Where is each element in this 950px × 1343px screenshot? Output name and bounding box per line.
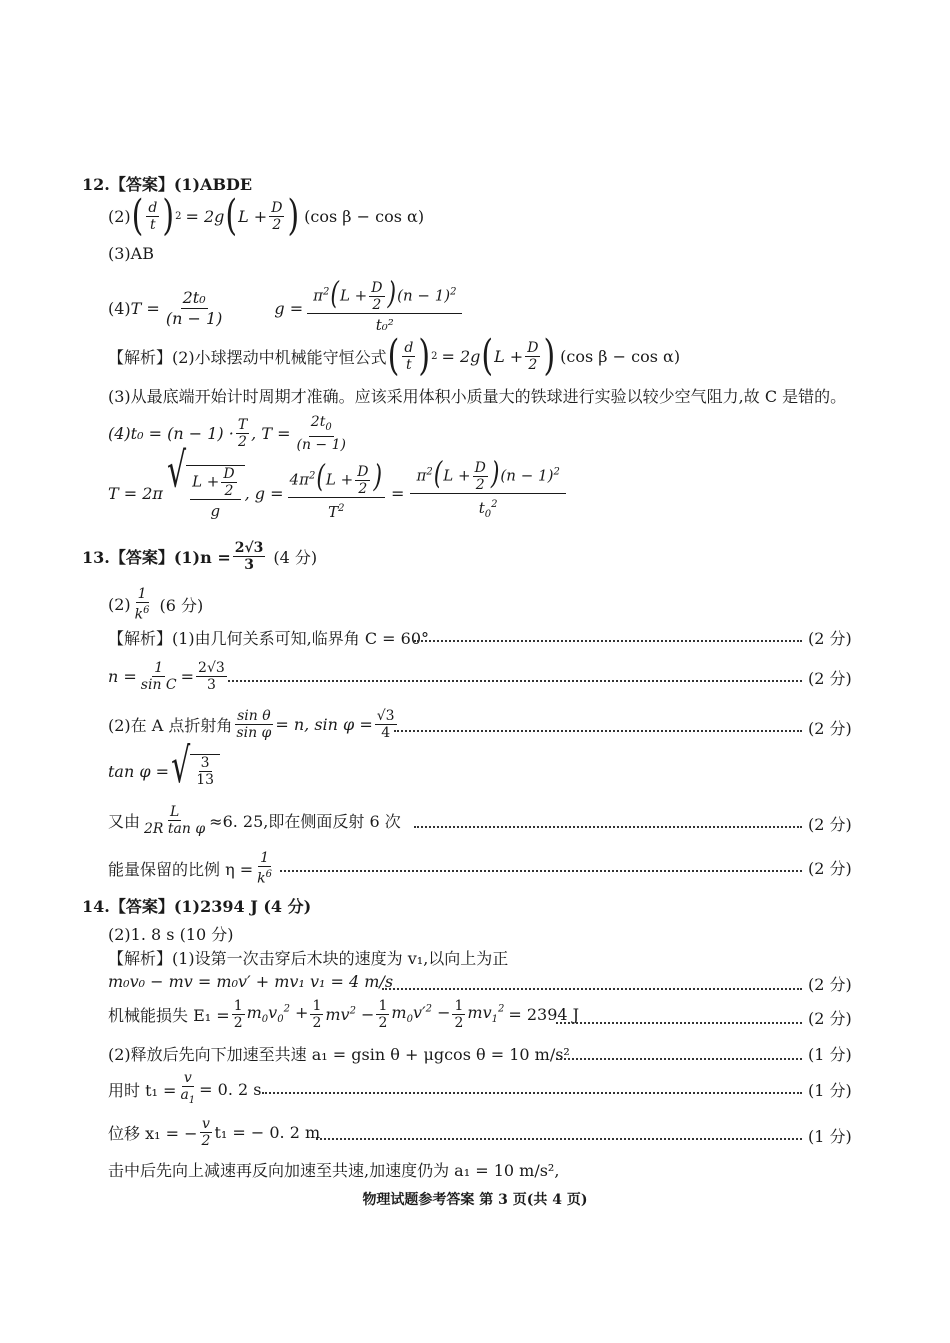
q12-analysis-4b: T = 2π √ L + $\frac{D}{2}$ g , g = $4\pi^2(L$ + $\frac{D}{2}$ ) $T^2$ = $\pi^2(L$ + $\frac{D}{2}$ )$(n - 1)^2$ $t_0^2$ bbox=[108, 460, 568, 526]
leader-dots bbox=[556, 1022, 802, 1024]
q12-heading: 12.【答案】(1)ABDE bbox=[82, 175, 253, 194]
leader-dots bbox=[382, 988, 802, 990]
score: (2 分) bbox=[808, 719, 852, 738]
leader-dots bbox=[556, 1058, 802, 1060]
part-label: (2) bbox=[108, 207, 131, 226]
score: (1 分) bbox=[808, 1127, 852, 1146]
leader-dots bbox=[280, 870, 802, 872]
q14-analysis-2: m₀v₀ − mv = m₀v′ + mv₁ v₁ = 4 m/s bbox=[108, 972, 394, 991]
leader-dots bbox=[262, 1092, 802, 1094]
score: (2 分) bbox=[808, 975, 852, 994]
q13-analysis-4: tan φ = √ $\frac{3}{13}$ bbox=[108, 754, 220, 788]
q14-analysis-6: 位移 x₁ = − $\frac{v}{2}$ t₁ = − 0. 2 m bbox=[108, 1116, 321, 1149]
q12-analysis-4a: (4)t₀ = (n − 1) · $\frac{T}{2}$ , T = $\frac{2t_0}{(n - 1)}$ bbox=[108, 414, 346, 453]
score: (2 分) bbox=[808, 629, 852, 648]
q13-part2: (2) $\frac{1}{k^6}$ (6 分) bbox=[108, 586, 204, 623]
q13-analysis-2: n = $\frac{1}{\text{sin C}}$ = $\frac{2√3}{3}$ bbox=[108, 660, 225, 693]
leader-dots bbox=[414, 640, 802, 642]
score: (2 分) bbox=[808, 815, 852, 834]
q13-analysis-6: 能量保留的比例 η = $\frac{1}{k^6}$ bbox=[108, 850, 273, 887]
q13-analysis-1: 【解析】(1)由几何关系可知,临界角 C = 60° bbox=[108, 629, 430, 648]
q14-heading: 14.【答案】(1)2394 J (4 分) bbox=[82, 897, 312, 916]
q14-part2: (2)1. 8 s (10 分) bbox=[108, 925, 234, 944]
score: (2 分) bbox=[808, 859, 852, 878]
q12-part2-formula: (2) ( $\frac{d}{t}$ ) 2 = 2g ( L + $\frac{D}{2}$ ) (cos β − cos α) bbox=[108, 191, 425, 241]
q12-part3: (3)AB bbox=[108, 244, 154, 263]
q14-analysis-3: 机械能损失 E₁ = $\frac{1}{2}$ $m_0v_0^2$ + $\frac{1}{2}$ $mv^2$ − $\frac{1}{2}$ $m_0v'^2$ − $\frac{1}{2}$ $mv_1^2$ = 2394 J bbox=[108, 998, 580, 1031]
q13-analysis-3: (2)在 A 点折射角 $\frac{\text{sin θ}}{\text{sin φ}}$ = n, sin φ = $\frac{√3}{4}$ bbox=[108, 708, 395, 741]
q14-analysis-4: (2)释放后先向下加速至共速 a₁ = gsin θ + μgcos θ = 10 m/s² bbox=[108, 1045, 570, 1064]
q13-heading: 13.【答案】(1)n = $\frac{2√3}{3}$ (4 分) bbox=[82, 540, 318, 573]
q12-analysis-3: (3)从最底端开始计时周期才准确。应该采用体积小质量大的铁球进行实验以较少空气阻力,故 C 是错的。 bbox=[108, 387, 847, 406]
leader-dots bbox=[394, 730, 802, 732]
q14-analysis-7: 击中后先向上减速再反向加速至共速,加速度仍为 a₁ = 10 m/s², bbox=[108, 1161, 560, 1180]
leader-dots bbox=[228, 680, 802, 682]
q12-part4-formula: (4) T = $\frac{\text{2t₀}}{(n - 1)}$ g = $\pi^2(L$ + $\frac{D}{2}$ )$(n - 1)^2$ t₀² bbox=[108, 280, 464, 336]
leader-dots bbox=[316, 1138, 802, 1140]
leader-dots bbox=[414, 826, 802, 828]
q14-analysis-1: 【解析】(1)设第一次击穿后木块的速度为 v₁,以向上为正 bbox=[108, 949, 509, 968]
q13-analysis-5: 又由 $\frac{L}{\text{2R tan φ}}$ ≈6. 25,即在侧面反射 6 次 bbox=[108, 804, 401, 837]
score: (2 分) bbox=[808, 1009, 852, 1028]
score: (1 分) bbox=[808, 1045, 852, 1064]
score: (2 分) bbox=[808, 669, 852, 688]
page-footer: 物理试题参考答案 第 3 页(共 4 页) bbox=[362, 1192, 588, 1208]
q14-analysis-5: 用时 t₁ = $\frac{v}{a_1}$ = 0. 2 s bbox=[108, 1070, 262, 1106]
score: (1 分) bbox=[808, 1081, 852, 1100]
q12-analysis-2: 【解析】(2)小球摆动中机械能守恒公式 ( $\frac{d}{t}$ ) 2 = 2g ( L + $\frac{D}{2}$ ) (cos β − cos α) bbox=[108, 331, 681, 381]
